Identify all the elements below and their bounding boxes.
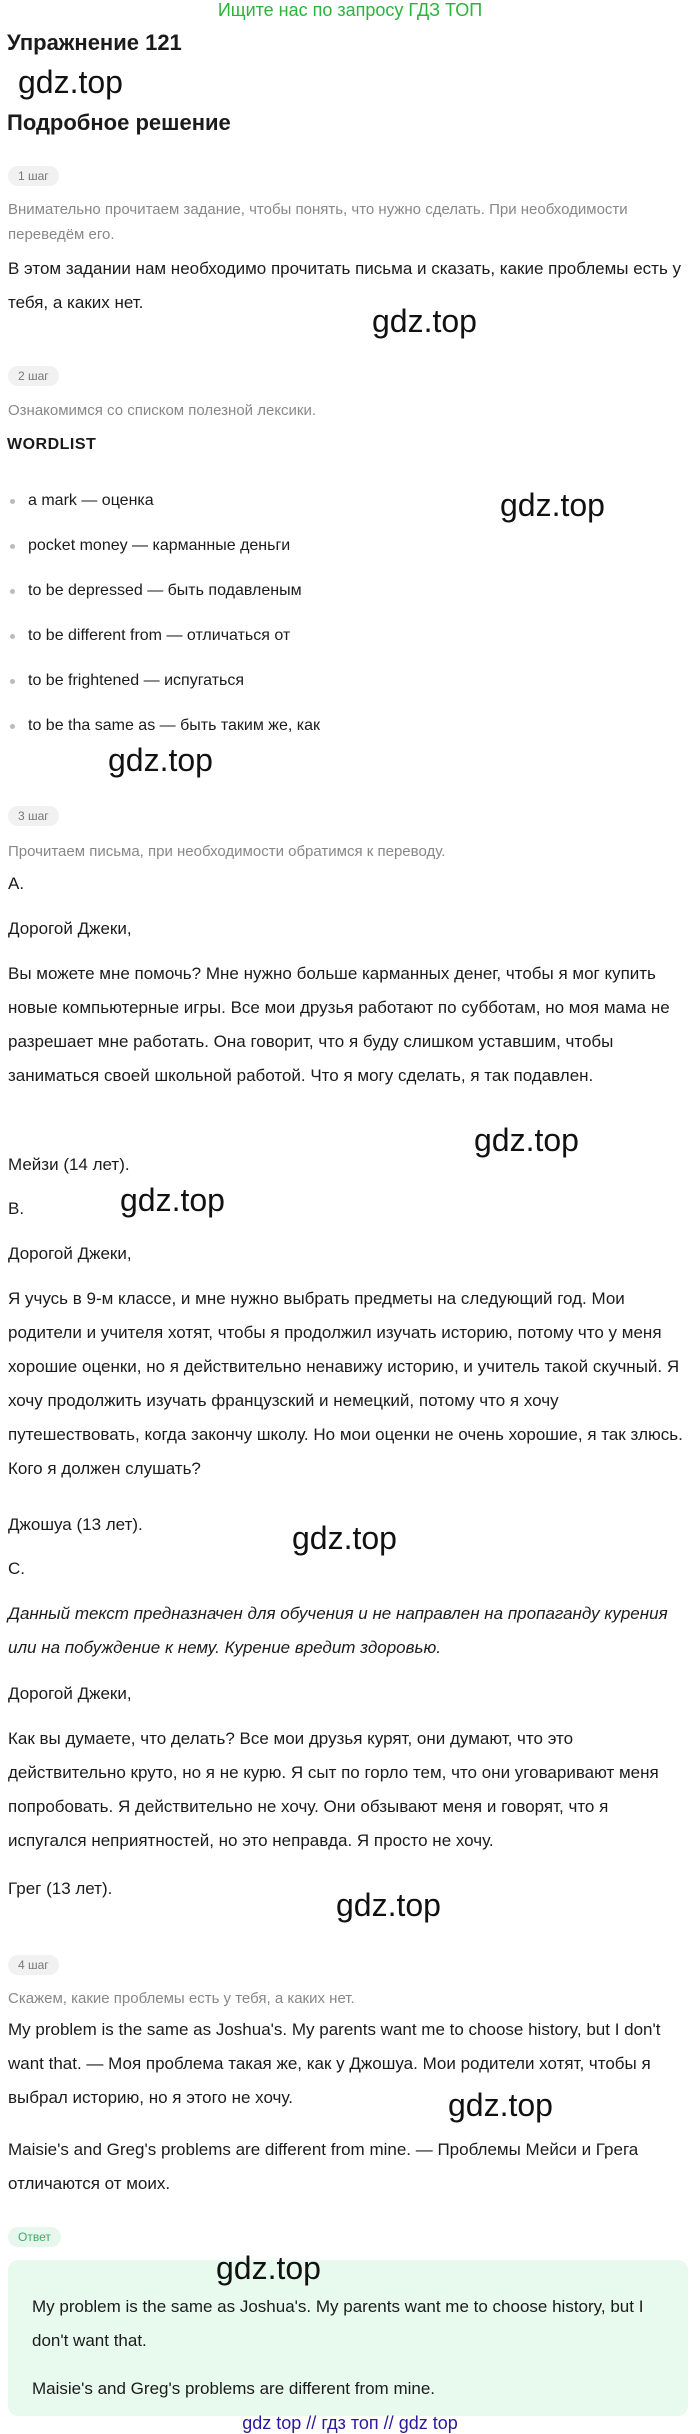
footer-separator: // <box>306 2413 317 2433</box>
step-hint: Внимательно прочитаем задание, чтобы понять, что нужно сделать. При необходимости переведём его. <box>8 201 628 243</box>
wordlist-item-text: to be frightened — испугаться <box>28 672 245 689</box>
watermark: gdz.top <box>18 64 123 100</box>
letter-label: В. <box>8 1199 25 1218</box>
wordlist-item <box>28 717 320 735</box>
footer-link[interactable]: гдз топ <box>321 2413 379 2433</box>
watermark: gdz.top <box>120 1182 225 1218</box>
step-hint: Скажем, какие проблемы есть у тебя, а каких нет. <box>8 1990 355 2007</box>
letter-label: С. <box>8 1559 25 1578</box>
watermark: gdz.top <box>474 1122 579 1158</box>
answer-box <box>8 2260 688 2416</box>
solution-heading: Подробное решение <box>7 110 231 135</box>
answer-explanation: Maisie's and Greg's problems are different from mine. — Проблемы Мейси и Грега отличаются от моих. <box>8 2140 639 2193</box>
wordlist-item-text: a mark — оценка <box>28 492 154 509</box>
bullet-icon <box>10 679 15 684</box>
watermark: gdz.top <box>500 487 605 523</box>
bullet-icon <box>10 634 15 639</box>
step-text: В этом задании нам необходимо прочитать письма и сказать, какие проблемы есть у тебя, а каких нет. <box>8 259 682 312</box>
footer-link[interactable]: gdz top <box>242 2413 302 2433</box>
footer-separator: // <box>383 2413 394 2433</box>
step-hint: Ознакомимся со списком полезной лексики. <box>8 402 317 419</box>
watermark: gdz.top <box>292 1520 397 1556</box>
bullet-icon <box>10 499 15 504</box>
letter-signature: Мейзи (14 лет). <box>8 1155 130 1174</box>
answer-explanation: My problem is the same as Joshua's. My parents want me to choose history, but I don't want that. — Моя проблема такая же, как у Джошуа. Мои родители хотят, чтобы я выбрал историю, но я этого не хочу. <box>8 2020 661 2107</box>
letter-body: Вы можете мне помочь? Мне нужно больше карманных денег, чтобы я мог купить новые компьютерные игры. Все мои друзья работают по субботам, но моя мама не разрешает мне работать. Она говорит, что я буду слишком уставшим, чтобы заниматься своей школьной работой. Что я могу сделать, я так подавлен. <box>8 964 670 1085</box>
letter-label: А. <box>8 874 25 893</box>
exercise-title: Упражнение 121 <box>7 30 182 55</box>
footer-links <box>0 2413 700 2434</box>
letter-greeting: Дорогой Джеки, <box>8 1244 132 1263</box>
letter-greeting: Дорогой Джеки, <box>8 1684 132 1703</box>
wordlist-item-text: to be different from — отличаться от <box>28 627 291 644</box>
wordlist-item-text: to be depressed — быть подавленым <box>28 582 302 599</box>
step-badge: 4 шаг <box>8 1955 59 1975</box>
letter-signature: Грег (13 лет). <box>8 1879 113 1898</box>
wordlist-item-text: pocket money — карманные деньги <box>28 537 291 554</box>
search-promo-link[interactable]: Ищите нас по запросу ГДЗ ТОП <box>217 0 483 20</box>
letter-signature: Джошуа (13 лет). <box>8 1515 143 1534</box>
wordlist-item <box>28 492 154 510</box>
letter-greeting: Дорогой Джеки, <box>8 919 132 938</box>
wordlist-title: WORDLIST <box>7 436 97 453</box>
bullet-icon <box>10 589 15 594</box>
watermark: gdz.top <box>372 303 477 339</box>
wordlist-item <box>28 537 290 555</box>
disclaimer-note: Данный текст предназначен для обучения и не направлен на пропаганду курения или на побуждение к нему. Курение вредит здоровью. <box>8 1604 668 1657</box>
bullet-icon <box>10 544 15 549</box>
step-hint: Прочитаем письма, при необходимости обратимся к переводу. <box>8 843 446 860</box>
watermark: gdz.top <box>108 742 213 778</box>
step-badge: 2 шаг <box>8 366 59 386</box>
watermark: gdz.top <box>216 2250 321 2286</box>
letter-body: Как вы думаете, что делать? Все мои друзья курят, они думают, что это действительно круто, но я не курю. Я сыт по горло тем, что они уговаривают меня попробовать. Я действительно не хочу. Они обзывают меня и говорят, что я испугался неприятностей, но это неправда. Я просто не хочу. <box>8 1729 659 1850</box>
answer-text: Maisie's and Greg's problems are different from mine. <box>32 2379 436 2398</box>
answer-badge: Ответ <box>8 2227 61 2247</box>
answer-text: My problem is the same as Joshua's. My parents want me to choose history, but I don't want that. <box>32 2297 644 2350</box>
bullet-icon <box>10 724 15 729</box>
watermark: gdz.top <box>336 1887 441 1923</box>
watermark: gdz.top <box>448 2087 553 2123</box>
wordlist-item <box>28 582 302 600</box>
wordlist-item <box>28 672 244 690</box>
step-badge: 1 шаг <box>8 166 59 186</box>
step-badge: 3 шаг <box>8 806 59 826</box>
letter-body: Я учусь в 9-м классе, и мне нужно выбрать предметы на следующий год. Мои родители и учителя хотят, чтобы я продолжил изучать историю, потому что у меня хорошие оценки, но я действительно ненавижу историю, и учитель такой скучный. Я хочу продолжить изучать французский и немецкий, потому что я хочу путешествовать, когда закончу школу. Но мои оценки не очень хорошие, я так злюсь. Кого я должен слушать? <box>8 1289 683 1478</box>
wordlist-item <box>28 627 290 645</box>
footer-link[interactable]: gdz top <box>398 2413 458 2433</box>
wordlist-item-text: to be tha same as — быть таким же, как <box>28 717 321 734</box>
